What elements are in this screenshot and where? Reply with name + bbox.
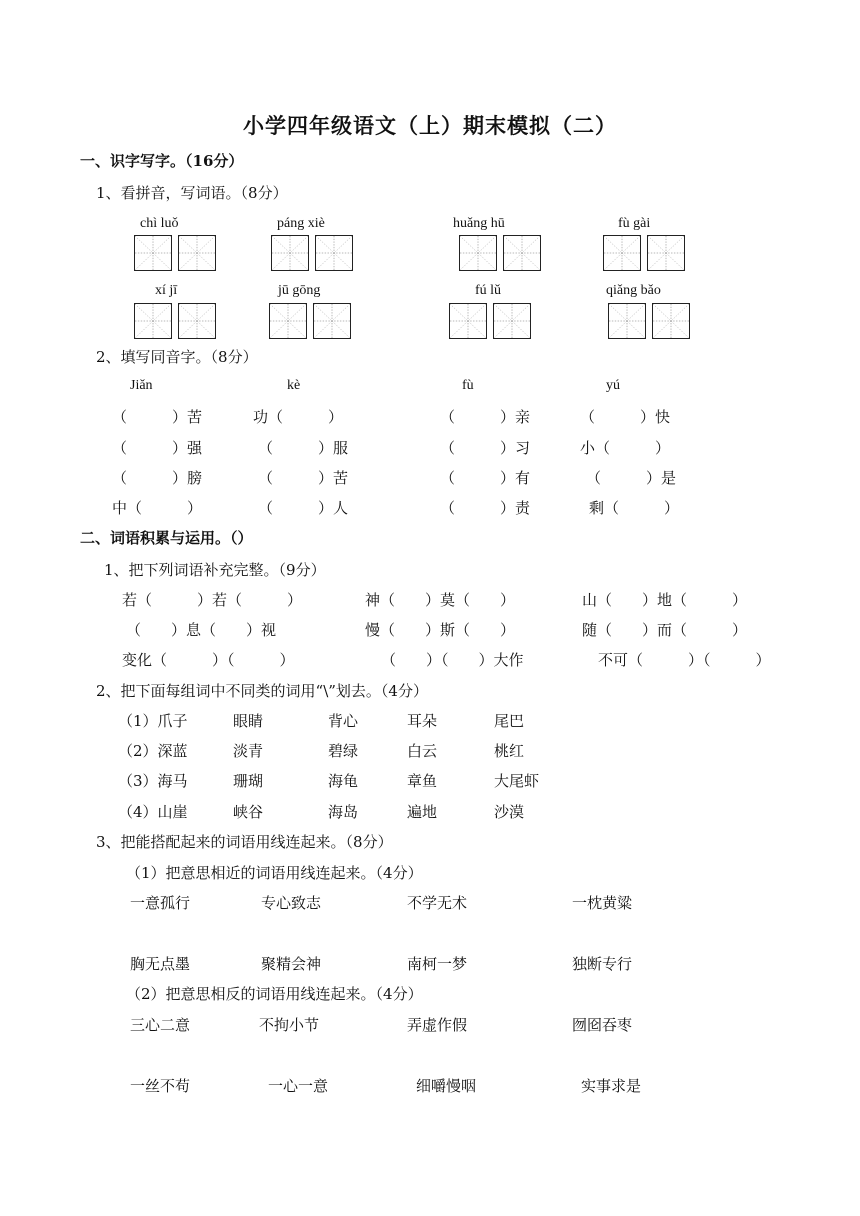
word-item[interactable]: 尾巴 xyxy=(494,712,525,730)
match-word[interactable]: 一意孤行 xyxy=(130,894,191,912)
pinyin-label: huǎng hū xyxy=(453,216,505,231)
writing-box[interactable] xyxy=(647,235,685,271)
match-word[interactable]: 一心一意 xyxy=(268,1077,329,1095)
pinyin-label: yú xyxy=(606,378,620,393)
fill-item[interactable]: （ ）快 xyxy=(580,408,671,426)
word-item[interactable]: 耳朵 xyxy=(407,712,438,730)
writing-box[interactable] xyxy=(493,303,531,339)
writing-box[interactable] xyxy=(315,235,353,271)
match-word[interactable]: 专心致志 xyxy=(261,894,322,912)
word-item[interactable]: 遍地 xyxy=(407,803,438,821)
match-word[interactable]: 独断专行 xyxy=(572,955,633,973)
fill-item[interactable]: （ ）苦 xyxy=(112,408,203,426)
word-item[interactable]: 沙漠 xyxy=(494,803,525,821)
pinyin-label: chì luǒ xyxy=(140,216,179,231)
match-word[interactable]: 三心二意 xyxy=(130,1016,191,1034)
writing-box[interactable] xyxy=(134,235,172,271)
word-item[interactable]: 章鱼 xyxy=(407,772,438,790)
word-item[interactable]: （4）山崖 xyxy=(118,803,188,821)
match-word[interactable]: 南柯一梦 xyxy=(407,955,468,973)
word-item[interactable]: （1）爪子 xyxy=(118,712,188,730)
fill-item[interactable]: （ ）服 xyxy=(258,439,349,457)
match-word[interactable]: 囫囵吞枣 xyxy=(572,1016,633,1034)
writing-box[interactable] xyxy=(134,303,172,339)
fill-item[interactable]: 随（ ）而（ ） xyxy=(582,621,748,639)
word-item[interactable]: 海岛 xyxy=(328,803,359,821)
fill-item[interactable]: （ ）强 xyxy=(112,439,203,457)
fill-item[interactable]: （ ）有 xyxy=(440,469,531,487)
pinyin-label: xí jī xyxy=(155,283,178,298)
writing-box[interactable] xyxy=(603,235,641,271)
q1-label: 1、看拼音，写词语。（8分） xyxy=(96,184,288,202)
fill-item[interactable]: 不可（ ）（ ） xyxy=(598,651,771,669)
match-word[interactable]: 细嚼慢咽 xyxy=(416,1077,477,1095)
fill-item[interactable]: 山（ ）地（ ） xyxy=(582,591,748,609)
word-item[interactable]: （2）深蓝 xyxy=(118,742,188,760)
q2-label: 2、把下面每组词中不同类的词用“\”划去。（4分） xyxy=(96,682,428,700)
match-word[interactable]: 一丝不苟 xyxy=(130,1077,191,1095)
fill-item[interactable]: （ ）息（ ）视 xyxy=(126,621,277,639)
writing-box[interactable] xyxy=(178,303,216,339)
fill-item[interactable]: （ ）责 xyxy=(440,499,531,517)
match-word[interactable]: 胸无点墨 xyxy=(130,955,191,973)
q1-label: 1、把下列词语补充完整。（9分） xyxy=(104,561,326,579)
fill-item[interactable]: （ ）苦 xyxy=(258,469,349,487)
writing-box[interactable] xyxy=(178,235,216,271)
fill-item[interactable]: 剩（ ） xyxy=(589,499,680,517)
match-word[interactable]: 弄虚作假 xyxy=(407,1016,468,1034)
fill-item[interactable]: 神（ ）莫（ ） xyxy=(365,591,516,609)
pinyin-label: qiǎng bǎo xyxy=(606,283,661,298)
writing-box[interactable] xyxy=(449,303,487,339)
q3-sub-label: （2）把意思相反的词语用线连起来。（4分） xyxy=(126,985,423,1003)
match-word[interactable]: 聚精会神 xyxy=(261,955,322,973)
q3-sub-label: （1）把意思相近的词语用线连起来。（4分） xyxy=(126,864,423,882)
pinyin-label: fù xyxy=(462,378,474,393)
word-item[interactable]: （3）海马 xyxy=(118,772,188,790)
match-word[interactable]: 一枕黄粱 xyxy=(572,894,633,912)
word-item[interactable]: 背心 xyxy=(328,712,359,730)
fill-item[interactable]: （ ）膀 xyxy=(112,469,203,487)
word-item[interactable]: 峡谷 xyxy=(233,803,264,821)
fill-item[interactable]: 小（ ） xyxy=(580,439,671,457)
writing-box[interactable] xyxy=(269,303,307,339)
pinyin-label: jū gōng xyxy=(278,283,321,298)
word-item[interactable]: 海龟 xyxy=(328,772,359,790)
fill-item[interactable]: （ ）是 xyxy=(586,469,677,487)
writing-box[interactable] xyxy=(503,235,541,271)
fill-item[interactable]: 变化（ ）（ ） xyxy=(122,651,295,669)
fill-item[interactable]: 慢（ ）斯（ ） xyxy=(365,621,516,639)
q2-label: 2、填写同音字。（8分） xyxy=(96,348,258,366)
word-item[interactable]: 桃红 xyxy=(494,742,525,760)
writing-box[interactable] xyxy=(313,303,351,339)
q3-label: 3、把能搭配起来的词语用线连起来。（8分） xyxy=(96,833,393,851)
writing-box[interactable] xyxy=(459,235,497,271)
fill-item[interactable]: （ ）人 xyxy=(258,499,349,517)
section-2-heading: 二、词语积累与运用。（） xyxy=(80,529,253,547)
pinyin-label: Jiǎn xyxy=(130,378,153,393)
writing-box[interactable] xyxy=(652,303,690,339)
pinyin-label: fù gài xyxy=(618,216,651,231)
word-item[interactable]: 眼睛 xyxy=(233,712,264,730)
writing-box[interactable] xyxy=(608,303,646,339)
page-title: 小学四年级语文（上）期末模拟（二） xyxy=(243,113,617,138)
pinyin-label: páng xiè xyxy=(277,216,325,231)
word-item[interactable]: 白云 xyxy=(407,742,438,760)
word-item[interactable]: 淡青 xyxy=(233,742,264,760)
word-item[interactable]: 大尾虾 xyxy=(494,772,540,790)
word-item[interactable]: 碧绿 xyxy=(328,742,359,760)
fill-item[interactable]: （ ）亲 xyxy=(440,408,531,426)
fill-item[interactable]: 功（ ） xyxy=(253,408,344,426)
pinyin-label: fú lǔ xyxy=(475,283,502,298)
match-word[interactable]: 不拘小节 xyxy=(259,1016,320,1034)
match-word[interactable]: 不学无术 xyxy=(407,894,468,912)
writing-box[interactable] xyxy=(271,235,309,271)
fill-item[interactable]: （ ）（ ）大作 xyxy=(381,651,524,669)
fill-item[interactable]: （ ）习 xyxy=(440,439,531,457)
fill-item[interactable]: 若（ ）若（ ） xyxy=(122,591,303,609)
section-1-heading: 一、识字写字。（16分） xyxy=(80,152,244,170)
match-word[interactable]: 实事求是 xyxy=(581,1077,642,1095)
word-item[interactable]: 珊瑚 xyxy=(233,772,264,790)
pinyin-label: kè xyxy=(287,378,301,393)
fill-item[interactable]: 中（ ） xyxy=(112,499,203,517)
